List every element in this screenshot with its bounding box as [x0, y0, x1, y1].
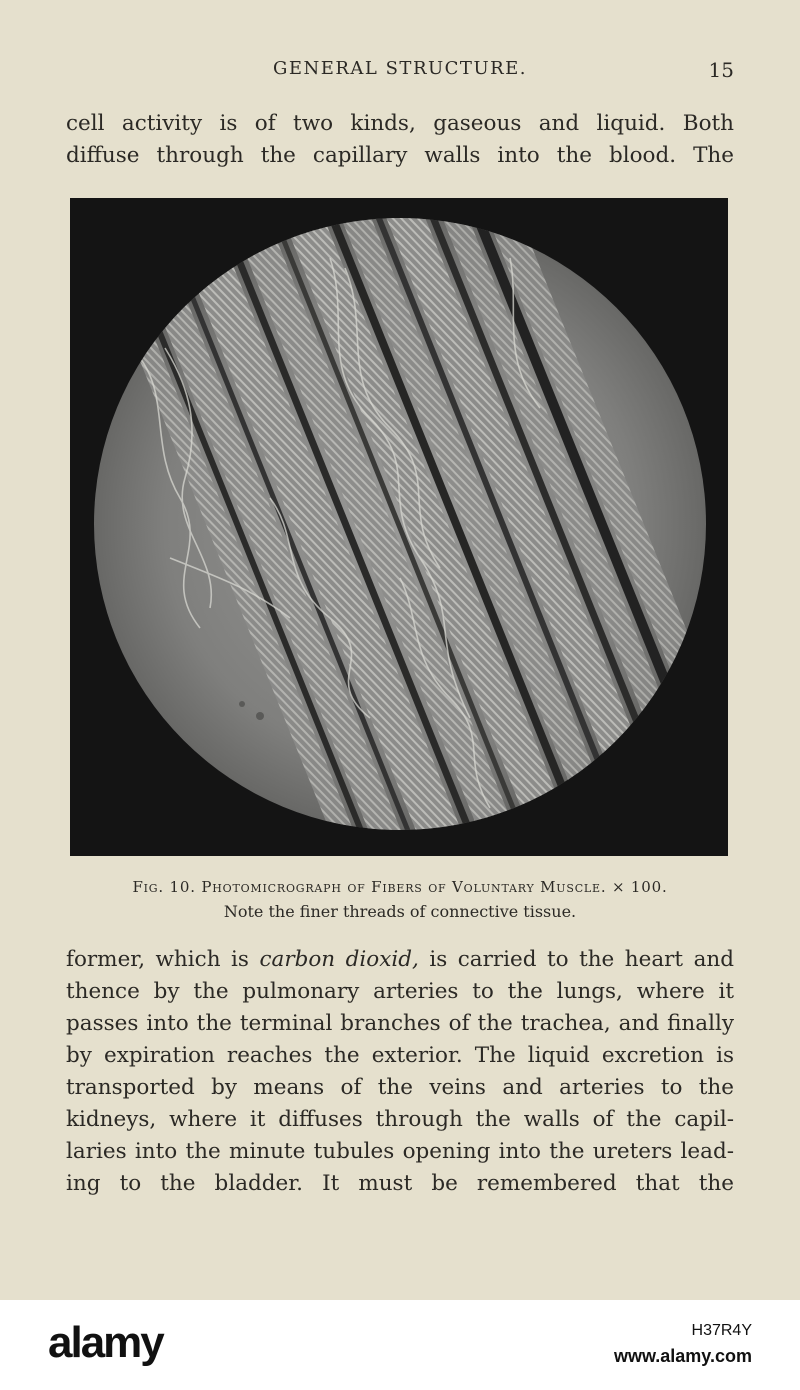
- text-line: by expiration reaches the exterior. The liquid excretion is: [66, 1043, 734, 1068]
- top-paragraph: [66, 108, 734, 172]
- page-number: 15: [708, 58, 734, 82]
- text-line: kidneys, where it diffuses through the walls of the capil-: [66, 1107, 734, 1132]
- text-line: passes into the terminal branches of the trachea, and finally: [66, 1011, 734, 1036]
- text-line: ing to the bladder. It must be remembered that the: [66, 1171, 734, 1196]
- text-run: is carried to the heart and: [418, 947, 734, 972]
- text-line: thence by the pulmonary arteries to the lungs, where it: [66, 979, 734, 1004]
- text-line: [66, 944, 734, 976]
- italic-term: carbon dioxid,: [259, 947, 419, 972]
- chapter-title: GENERAL STRUCTURE.: [272, 58, 528, 79]
- photomicrograph-figure: [70, 198, 728, 856]
- caption-prefix: Fig. 10.: [132, 878, 196, 896]
- caption-magnification: × 100.: [612, 878, 668, 896]
- text-line: diffuse through the capillary walls into the blood. The: [66, 143, 734, 168]
- caption-note: Note the finer threads of connective tissue.: [223, 902, 577, 921]
- text-line: laries into the minute tubules opening into the ureters lead-: [66, 1139, 734, 1164]
- caption-title: Photomicrograph of Fibers of Voluntary Muscle.: [201, 878, 607, 896]
- text-run: former, which is: [66, 947, 260, 972]
- alamy-logo: alamy: [48, 1318, 163, 1367]
- text-line: transported by means of the veins and arteries to the: [66, 1075, 734, 1100]
- figure-caption: [66, 878, 734, 896]
- running-head: [66, 58, 734, 84]
- text-line: cell activity is of two kinds, gaseous and liquid. Both: [66, 111, 734, 136]
- muscle-fibers-image: [70, 198, 728, 856]
- site-url: www.alamy.com: [613, 1346, 752, 1366]
- image-id: H37R4Y: [691, 1322, 752, 1339]
- bottom-paragraph: [66, 944, 734, 1200]
